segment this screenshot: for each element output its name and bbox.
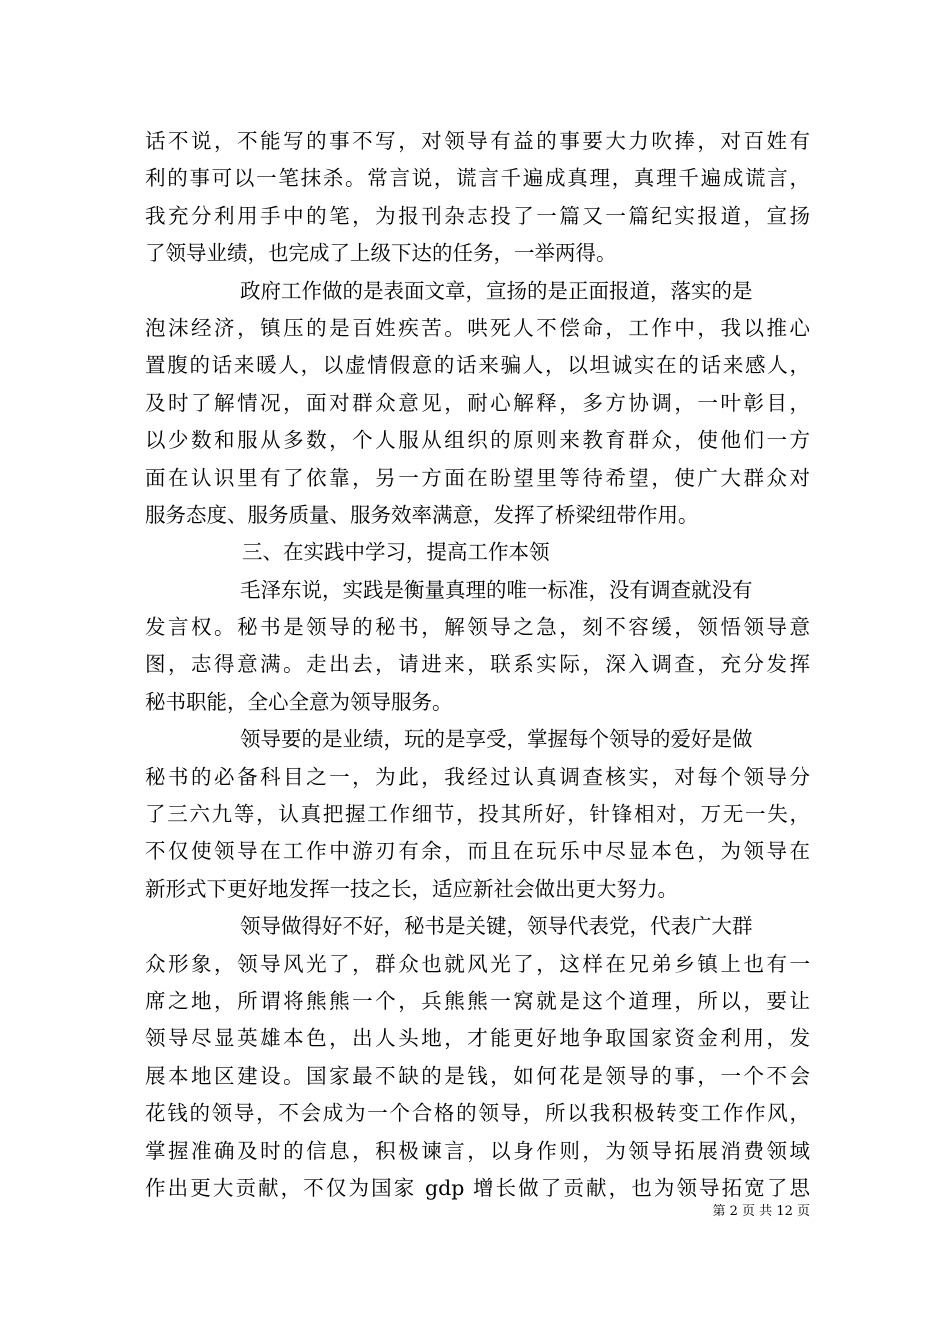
text-line: 图，志得意满。走出去，请进来，联系实际，深入调查，充分发挥 bbox=[145, 652, 810, 677]
text-line: 发言权。秘书是领导的秘书，解领导之急，刻不容缓，领悟领导意 bbox=[145, 615, 810, 640]
text-line: 展本地区建设。国家最不缺的是钱，如何花是领导的事，一个不会 bbox=[145, 1063, 810, 1088]
section-heading: 三、在实践中学习，提高工作本领 bbox=[242, 540, 550, 565]
text-line: 新形式下更好地发挥一技之长，适应新社会做出更大努力。 bbox=[145, 876, 678, 901]
text-line: 服务态度、服务质量、服务效率满意，发挥了桥梁纽带作用。 bbox=[145, 502, 699, 527]
text-line: 政府工作做的是表面文章，宣扬的是正面报道，落实的是 bbox=[240, 278, 753, 303]
text-line: 秘书职能，全心全意为领导服务。 bbox=[145, 689, 453, 714]
text-line: 及时了解情况，面对群众意见，耐心解释，多方协调，一叶彰目， bbox=[145, 390, 810, 415]
text-line: 泡沫经济，镇压的是百姓疾苦。哄死人不偿命，工作中，我以推心 bbox=[145, 315, 810, 340]
text-line: 秘书的必备科目之一，为此，我经过认真调查核实，对每个领导分 bbox=[145, 764, 810, 789]
text-line: 花钱的领导，不会成为一个合格的领导，所以我积极转变工作作风， bbox=[145, 1101, 810, 1126]
text-line: 置腹的话来暖人，以虚情假意的话来骗人，以坦诚实在的话来感人， bbox=[145, 353, 810, 378]
text-line: 利的事可以一笔抹杀。常言说，谎言千遍成真理，真理千遍成谎言， bbox=[145, 166, 810, 191]
text-line: 面在认识里有了依靠，另一方面在盼望里等待希望，使广大群众对 bbox=[145, 465, 810, 490]
body-text bbox=[145, 123, 810, 1207]
page-number: 第 2 页 共 12 页 bbox=[712, 1204, 810, 1219]
text-line: 众形象，领导风光了，群众也就风光了，这样在兄弟乡镇上也有一 bbox=[145, 951, 810, 976]
text-line: 以少数和服从多数，个人服从组织的原则来教育群众，使他们一方 bbox=[145, 428, 810, 453]
text-line: 席之地，所谓将熊熊一个，兵熊熊一窝就是这个道理，所以，要让 bbox=[145, 988, 810, 1013]
text-line: 话不说，不能写的事不写，对领导有益的事要大力吹捧，对百姓有 bbox=[145, 129, 810, 153]
text-line: 不仅使领导在工作中游刃有余，而且在玩乐中尽显本色，为领导在 bbox=[145, 839, 810, 864]
text-line: 领导尽显英雄本色，出人头地，才能更好地争取国家资金利用，发 bbox=[145, 1026, 810, 1051]
text-line: 领导做得好不好，秘书是关键，领导代表党，代表广大群 bbox=[240, 914, 753, 939]
text-line: 毛泽东说，实践是衡量真理的唯一标准，没有调查就没有 bbox=[240, 577, 753, 602]
text-line: 了三六九等，认真把握工作细节，投其所好，针锋相对，万无一失， bbox=[145, 802, 810, 827]
text-line: 掌握准确及时的信息，积极谏言，以身作则，为领导拓展消费领域 bbox=[145, 1138, 810, 1163]
text-line: 了领导业绩，也完成了上级下达的任务，一举两得。 bbox=[145, 241, 617, 266]
text-line: 领导要的是业绩，玩的是享受，掌握每个领导的爱好是做 bbox=[240, 727, 753, 752]
text-line: 我充分利用手中的笔，为报刊杂志投了一篇又一篇纪实报道，宣扬 bbox=[145, 203, 810, 228]
text-line: 作出更大贡献，不仅为国家 gdp 增长做了贡献，也为领导拓宽了思 bbox=[145, 1175, 810, 1200]
